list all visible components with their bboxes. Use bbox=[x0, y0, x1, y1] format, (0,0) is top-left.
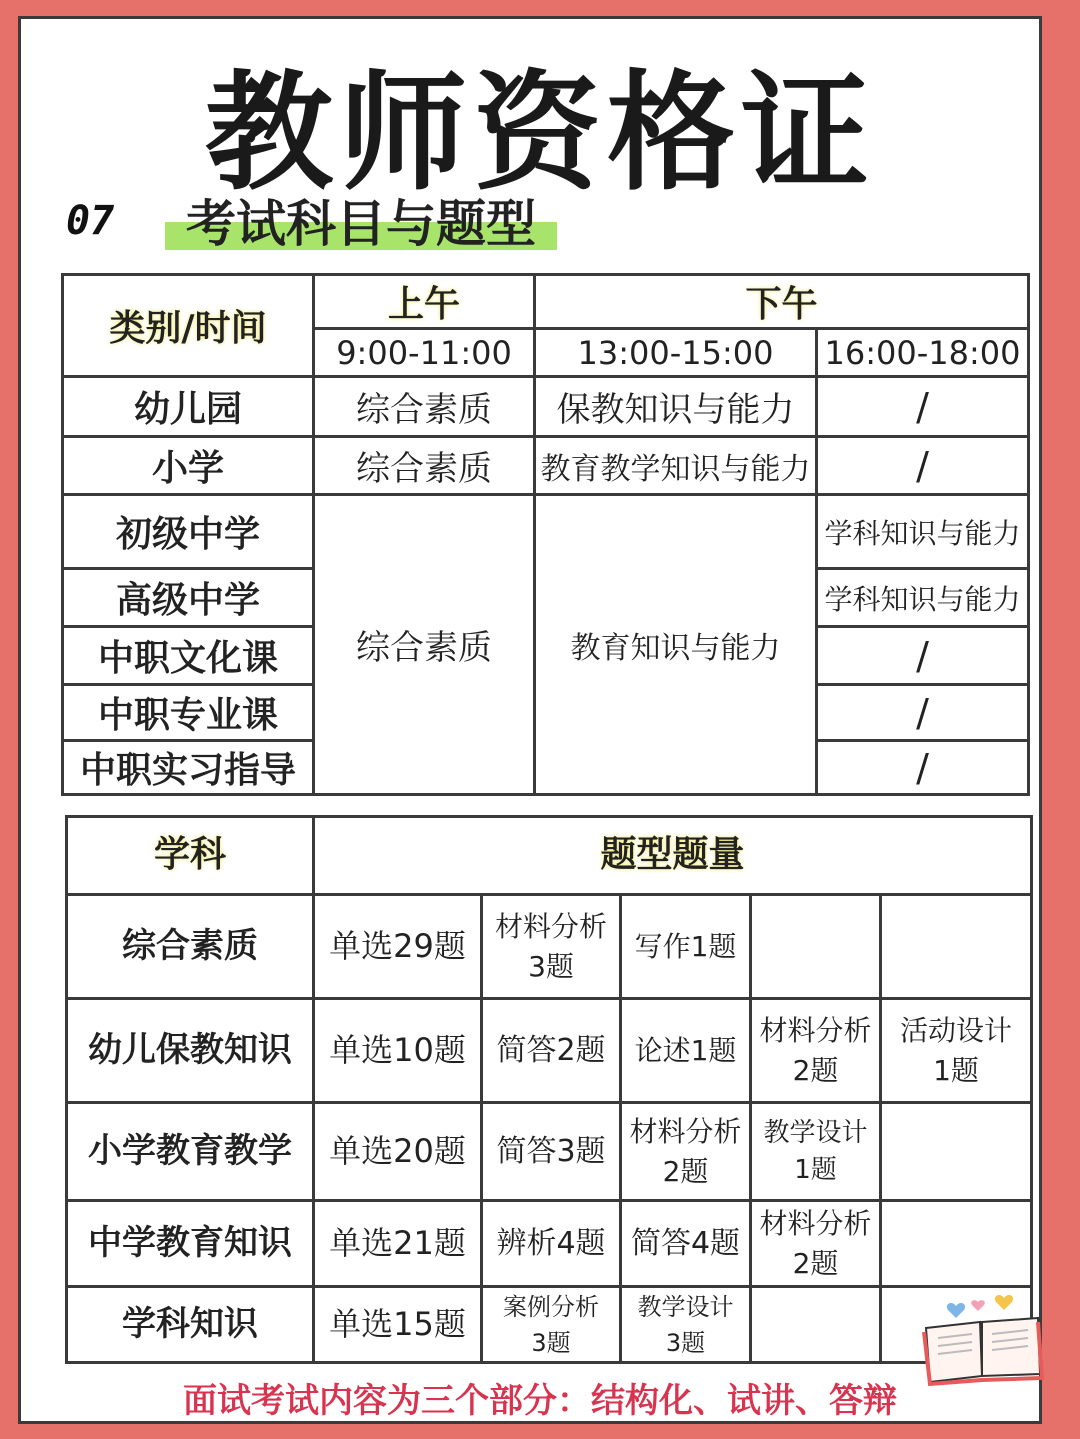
question-type-cell bbox=[881, 1103, 1032, 1201]
page-title: 教师资格证 bbox=[204, 59, 875, 208]
section-title: 考试科目与题型 bbox=[186, 195, 536, 253]
question-type-cell: 简答3题 bbox=[482, 1103, 621, 1201]
table-row bbox=[63, 495, 1029, 569]
subject-name: 小学教育教学 bbox=[67, 1103, 314, 1201]
time-slot-3: 16:00-18:00 bbox=[817, 329, 1029, 377]
category-cell: 幼儿园 bbox=[63, 377, 314, 437]
question-type-cell: 单选10题 bbox=[314, 999, 482, 1103]
subject-cell: 综合素质 bbox=[314, 377, 535, 437]
question-type-cell bbox=[881, 1201, 1032, 1287]
question-type-cell: 教学设计 3题 bbox=[621, 1287, 751, 1363]
table-row bbox=[67, 999, 1032, 1103]
question-type-cell: 单选21题 bbox=[314, 1201, 482, 1287]
question-type-cell bbox=[751, 895, 881, 999]
header-category-time: 类别/时间 bbox=[63, 275, 314, 377]
subject-cell: / bbox=[817, 627, 1029, 685]
question-type-cell bbox=[881, 895, 1032, 999]
subject-cell: 学科知识与能力 bbox=[817, 569, 1029, 627]
question-type-cell: 案例分析 3题 bbox=[482, 1287, 621, 1363]
question-type-cell: 论述1题 bbox=[621, 999, 751, 1103]
category-cell: 中职实习指导 bbox=[63, 741, 314, 795]
exam-schedule-table bbox=[61, 273, 1030, 796]
table-row bbox=[67, 895, 1032, 999]
section-number: 07 bbox=[66, 198, 115, 244]
table-row bbox=[63, 377, 1029, 437]
subject-cell: / bbox=[817, 377, 1029, 437]
header-morning: 上午 bbox=[314, 275, 535, 329]
question-type-cell: 单选15题 bbox=[314, 1287, 482, 1363]
subject-name: 中学教育知识 bbox=[67, 1201, 314, 1287]
question-type-cell: 辨析4题 bbox=[482, 1201, 621, 1287]
subject-cell: 综合素质 bbox=[314, 495, 535, 795]
subject-cell: / bbox=[817, 685, 1029, 741]
table-row bbox=[67, 1103, 1032, 1201]
question-type-cell: 教学设计 1题 bbox=[751, 1103, 881, 1201]
subject-cell: 教育教学知识与能力 bbox=[535, 437, 817, 495]
subject-cell: 教育知识与能力 bbox=[535, 495, 817, 795]
question-type-cell: 简答4题 bbox=[621, 1201, 751, 1287]
header-subject: 学科 bbox=[67, 817, 314, 895]
subject-cell: 保教知识与能力 bbox=[535, 377, 817, 437]
question-type-cell: 材料分析 2题 bbox=[751, 1201, 881, 1287]
question-type-cell: 单选20题 bbox=[314, 1103, 482, 1201]
category-cell: 高级中学 bbox=[63, 569, 314, 627]
table-row bbox=[63, 437, 1029, 495]
question-type-cell: 简答2题 bbox=[482, 999, 621, 1103]
time-slot-1: 9:00-11:00 bbox=[314, 329, 535, 377]
subject-cell: 综合素质 bbox=[314, 437, 535, 495]
question-type-cell: 材料分析 2题 bbox=[621, 1103, 751, 1201]
subject-cell: / bbox=[817, 741, 1029, 795]
category-cell: 中职文化课 bbox=[63, 627, 314, 685]
subject-name: 综合素质 bbox=[67, 895, 314, 999]
table-row bbox=[67, 1287, 1032, 1363]
category-cell: 中职专业课 bbox=[63, 685, 314, 741]
time-slot-2: 13:00-15:00 bbox=[535, 329, 817, 377]
header-question-types: 题型题量 bbox=[314, 817, 1032, 895]
subject-name: 学科知识 bbox=[67, 1287, 314, 1363]
question-type-cell: 材料分析 2题 bbox=[751, 999, 881, 1103]
question-type-cell: 材料分析 3题 bbox=[482, 895, 621, 999]
subject-cell: 学科知识与能力 bbox=[817, 495, 1029, 569]
footer-note: 面试考试内容为三个部分：结构化、试讲、答辩 bbox=[183, 1381, 897, 1421]
subject-cell: / bbox=[817, 437, 1029, 495]
question-type-cell bbox=[751, 1287, 881, 1363]
question-type-cell: 活动设计 1题 bbox=[881, 999, 1032, 1103]
category-cell: 小学 bbox=[63, 437, 314, 495]
question-type-cell: 写作1题 bbox=[621, 895, 751, 999]
open-book-with-hearts-icon bbox=[918, 1288, 1048, 1388]
subject-name: 幼儿保教知识 bbox=[67, 999, 314, 1103]
table-row bbox=[67, 1201, 1032, 1287]
category-cell: 初级中学 bbox=[63, 495, 314, 569]
question-type-cell: 单选29题 bbox=[314, 895, 482, 999]
question-types-table bbox=[65, 815, 1033, 1364]
header-afternoon: 下午 bbox=[535, 275, 1029, 329]
